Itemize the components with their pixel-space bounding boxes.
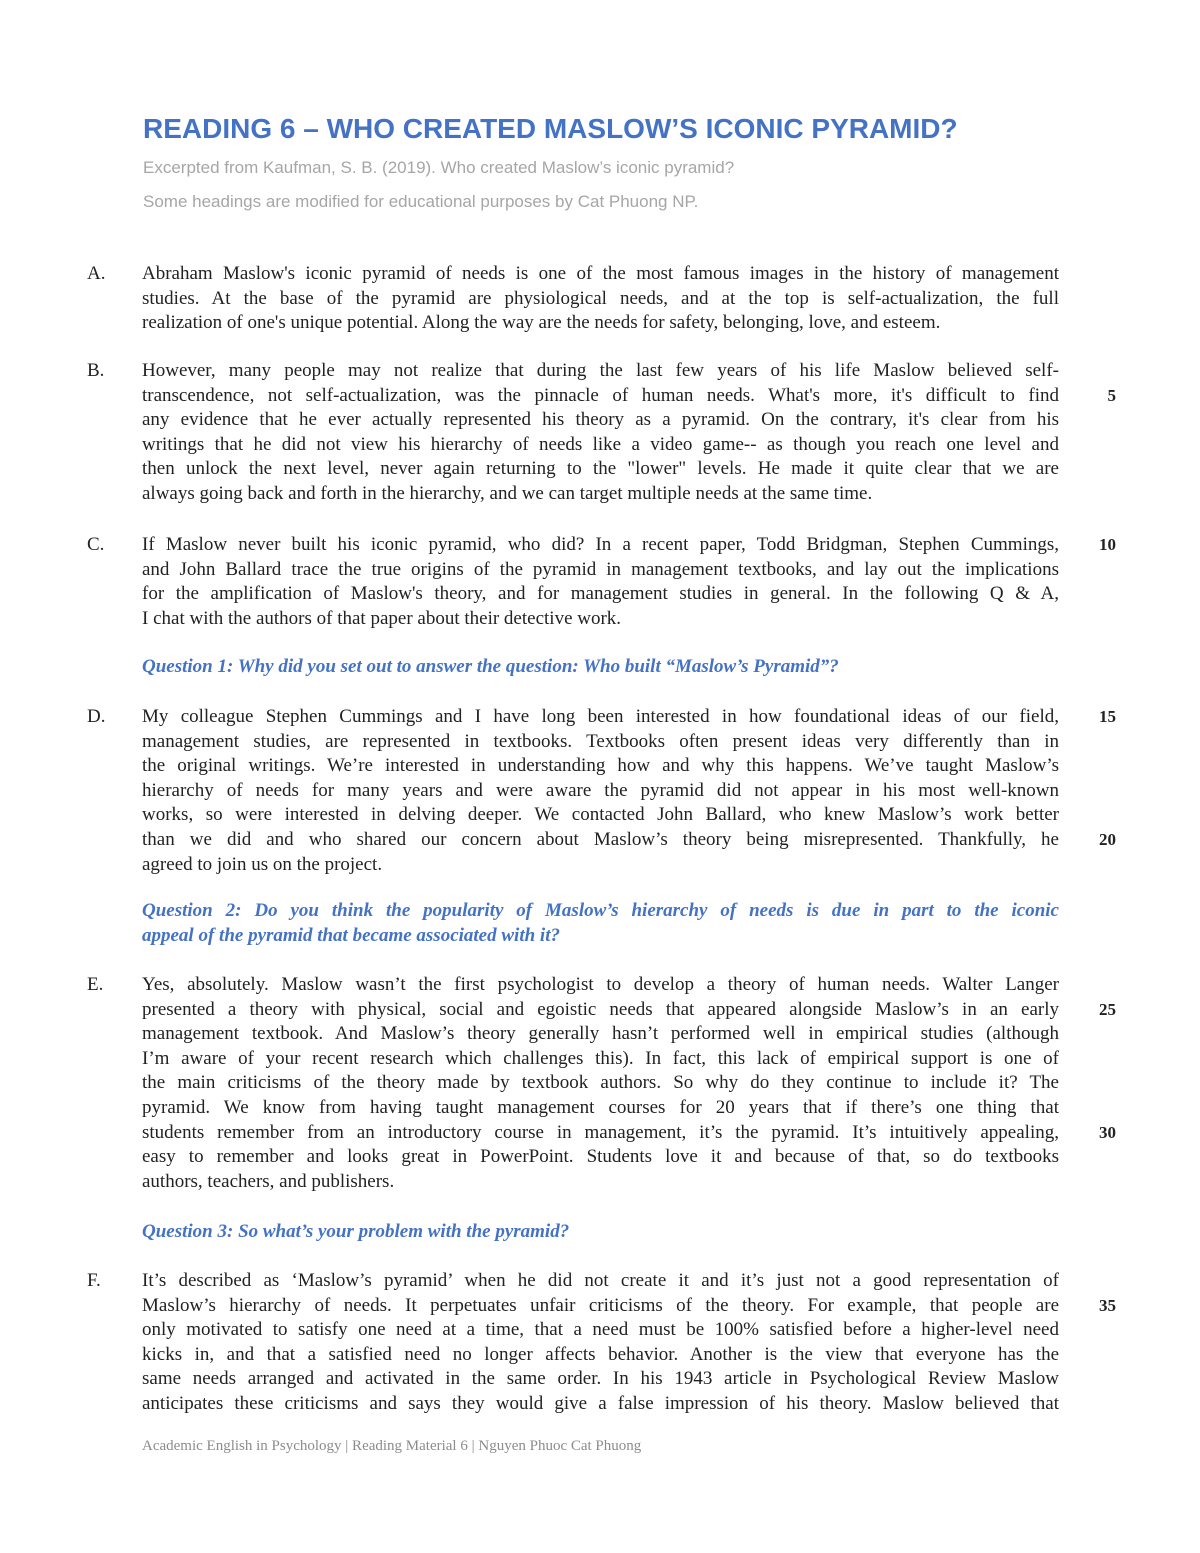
line-number: 15 [1099,707,1116,726]
paragraph-line: than we did and who shared our concern about Maslow’s theory being misrepresented. Thankfully, he [142,829,1059,850]
reading-title: READING 6 – WHO CREATED MASLOW’S ICONIC PYRAMID? [143,113,958,144]
paragraph-letter: D. [87,706,106,727]
question-line: Question 3: So what’s your problem with the pyramid? [142,1221,570,1242]
paragraph-line: works, so were interested in delving deeper. We contacted John Ballard, who knew Maslow’s work better [142,804,1059,826]
paragraph-letter: B. [87,360,105,381]
line-number: 25 [1099,1000,1116,1019]
paragraph-line: Maslow’s hierarchy of needs. It perpetuates unfair criticisms of the theory. For example, that people are [142,1294,1059,1316]
paragraph-line: writings that he did not view his hierarchy of needs like a video game-- as though you reach one level and [142,433,1059,455]
question-line: Question 2: Do you think the popularity of Maslow’s hierarchy of needs is due in part to the iconic [142,900,1059,921]
paragraph-line: for the amplification of Maslow's theory, and for management studies in general. In the following Q & A, [142,583,1059,605]
paragraph-line: kicks in, and that a satisfied need no longer affects behavior. Another is the view that everyone has the [142,1343,1059,1365]
paragraph-line: My colleague Stephen Cummings and I have long been interested in how foundational ideas of our field, [142,706,1059,727]
paragraph-line: However, many people may not realize that during the last few years of his life Maslow believed self- [142,360,1059,381]
page-footer: Academic English in Psychology | Reading Material 6 | Nguyen Phuoc Cat Phuong [142,1438,642,1454]
paragraph-letter: E. [87,974,104,995]
paragraph-line: I chat with the authors of that paper about their detective work. [142,607,622,629]
paragraph-line: management studies, are represented in textbooks. Textbooks often present ideas very differently than in [142,730,1059,752]
question-line: appeal of the pyramid that became associated with it? [142,924,560,946]
line-number: 35 [1099,1296,1116,1315]
paragraph-letter: A. [87,263,106,284]
paragraph-line: Abraham Maslow's iconic pyramid of needs is one of the most famous images in the history of management [142,263,1059,284]
paragraph-line: authors, teachers, and publishers. [142,1170,395,1192]
paragraph-line: agreed to join us on the project. [142,853,383,875]
paragraph-letter: C. [87,534,105,555]
line-number: 5 [1107,386,1116,405]
paragraph-line: I’m aware of your recent research which challenges this). In fact, this lack of empirical support is one of [142,1047,1059,1069]
paragraph-line: any evidence that he ever actually represented his theory as a pyramid. On the contrary, it's clear from his [142,409,1059,431]
paragraph-line: easy to remember and looks great in PowerPoint. Students love it and because of that, so do textbooks [142,1146,1059,1168]
paragraph-line: and John Ballard trace the true origins of the pyramid in management textbooks, and lay out the implications [142,558,1059,580]
paragraph-line: Yes, absolutely. Maslow wasn’t the first psychologist to develop a theory of human needs. Walter Langer [142,974,1059,995]
question-line: Question 1: Why did you set out to answer the question: Who built “Maslow’s Pyramid”? [142,656,839,677]
paragraph-line: management textbook. And Maslow’s theory generally hasn’t performed well in empirical studies (although [142,1023,1059,1045]
paragraph-line: the original writings. We’re interested in understanding how and why this happens. We’ve taught Maslow’s [142,755,1059,777]
paragraph-line: same needs arranged and activated in the same order. In his 1943 article in Psychological Review Maslow [142,1368,1059,1390]
paragraph-line: studies. At the base of the pyramid are physiological needs, and at the top is self-actualization, the full [142,287,1059,309]
modification-note: Some headings are modified for educational purposes by Cat Phuong NP. [143,192,699,211]
paragraph-letter: F. [87,1270,101,1291]
paragraph-line: hierarchy of needs for many years and were aware the pyramid did not appear in his most well-known [142,779,1059,801]
paragraph-line: only motivated to satisfy one need at a time, that a need must be 100% satisfied before a higher-level need [142,1319,1059,1341]
paragraph-line: then unlock the next level, never again returning to the "lower" levels. He made it quite clear that we are [142,458,1059,480]
paragraph-line: It’s described as ‘Maslow’s pyramid’ when he did not create it and it’s just not a good representation of [142,1270,1059,1291]
source-citation: Excerpted from Kaufman, S. B. (2019). Who created Maslow’s iconic pyramid? [143,158,735,177]
paragraph-line: anticipates these criticisms and says they would give a false impression of his theory. Maslow believed that [142,1393,1059,1414]
paragraph-line: transcendence, not self-actualization, was the pinnacle of human needs. What's more, it's difficult to find [142,384,1059,406]
paragraph-line: If Maslow never built his iconic pyramid, who did? In a recent paper, Todd Bridgman, Stephen Cummings, [142,534,1059,555]
paragraph-line: students remember from an introductory course in management, it’s the pyramid. It’s intuitively appealing, [142,1121,1059,1143]
paragraph-line: always going back and forth in the hierarchy, and we can target multiple needs at the same time. [142,483,873,504]
paragraph-line: pyramid. We know from having taught management courses for 20 years that if there’s one thing that [142,1097,1059,1118]
paragraph-line: realization of one's unique potential. Along the way are the needs for safety, belonging, love, and esteem. [142,312,941,334]
paragraph-line: the main criticisms of the theory made by textbook authors. So why do they continue to include it? The [142,1072,1059,1094]
line-number: 30 [1099,1123,1116,1142]
line-number: 20 [1099,830,1116,849]
paragraph-line: presented a theory with physical, social and egoistic needs that appeared alongside Maslow’s in an early [142,998,1059,1020]
line-number: 10 [1099,535,1116,554]
